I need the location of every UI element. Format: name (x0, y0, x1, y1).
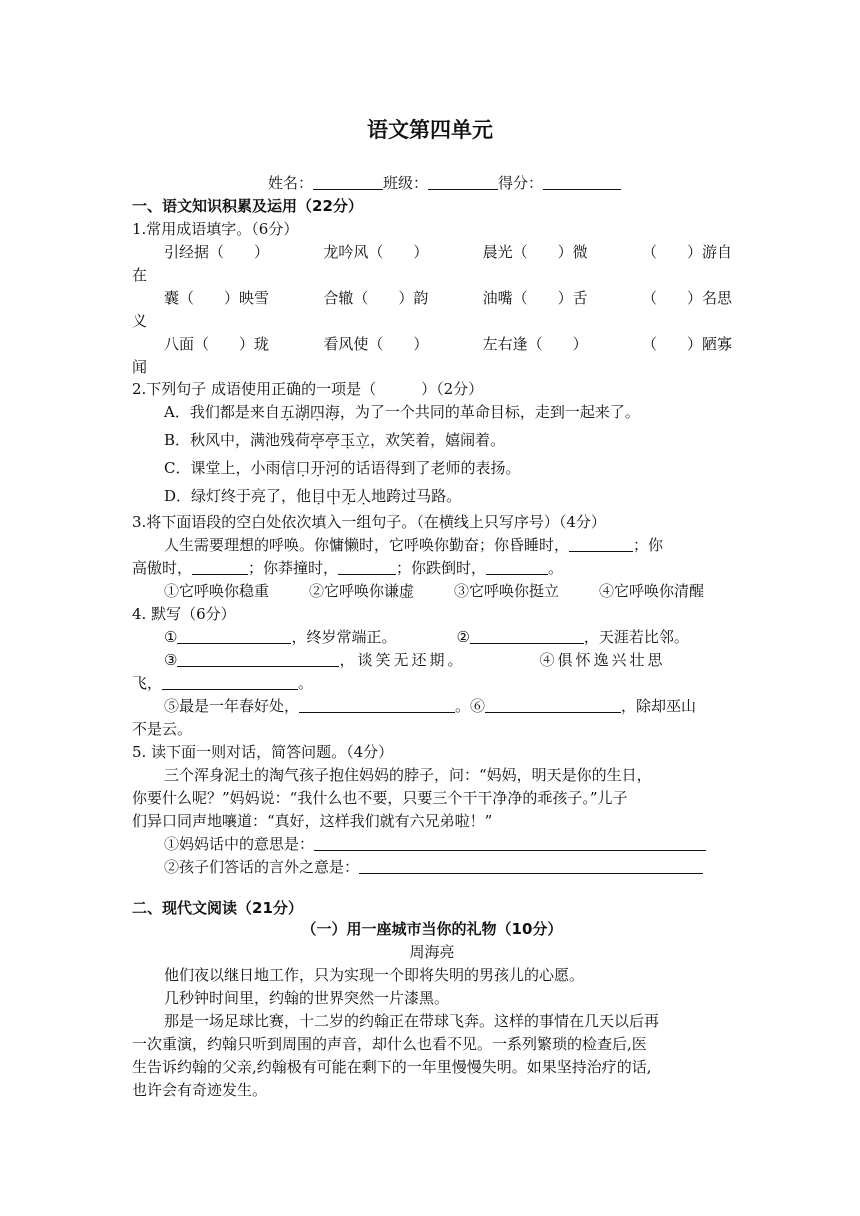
poem-blank[interactable] (299, 697, 455, 713)
dotted-idiom (280, 403, 340, 421)
reading-author: 周海亮 (409, 943, 455, 961)
emphasis-char: 海 (324, 403, 340, 421)
idiom-blank[interactable]: 合辙（ ）韵 (323, 289, 429, 307)
option-text: 地跨过马路。 (371, 487, 462, 505)
emphasis-char: 无 (341, 487, 357, 505)
q5-answer-1 (164, 833, 732, 856)
class-blank[interactable] (428, 174, 498, 190)
poem-text: ，天涯若比邻。 (583, 628, 689, 646)
passage-text: 。 (548, 559, 564, 577)
reading-paragraph: 生告诉约翰的父亲,约翰极有可能在剩下的一年里慢慢失明。如果坚持治疗的话, (132, 1058, 652, 1076)
score-blank[interactable] (543, 174, 621, 190)
name-label: 姓名： (268, 174, 314, 192)
passage-text: ；你 (633, 536, 664, 554)
emphasis-char: 亭 (325, 431, 341, 449)
item-number: ③ (164, 651, 178, 669)
idiom-blank[interactable]: 囊（ ）映雪 (164, 289, 270, 307)
answer-blank[interactable] (338, 559, 396, 575)
item-number: ① (164, 628, 178, 646)
emphasis-char: 河 (325, 459, 341, 477)
reading-paragraph: 一次重演，约翰只听到周围的声音，却什么也看不见。一系列繁琐的检查后,医 (132, 1035, 647, 1053)
q4-line-5: 不是云。 (132, 720, 193, 738)
reading-title: （一）用一座城市当你的礼物（10分） (301, 920, 563, 938)
poem-blank[interactable] (177, 628, 291, 644)
q1-row-1 (164, 241, 732, 264)
poem-blank[interactable] (177, 651, 339, 667)
emphasis-char: 立 (355, 431, 371, 449)
passage-text: 人生需要理想的呼唤。你慵懒时，它呼唤你勤奋；你昏睡时， (164, 536, 570, 554)
idiom-blank[interactable]: （ ）游自 (641, 243, 732, 261)
answer-prompt: ②孩子们答话的言外之意是： (164, 858, 360, 876)
emphasis-char: 开 (310, 459, 326, 477)
emphasis-char: 目 (311, 487, 327, 505)
poem-text: ，除却巫山 (621, 697, 697, 715)
q3-option: ③它呼唤你挺立 (453, 582, 559, 600)
passage-text: 高傲时， (132, 559, 193, 577)
q5-passage-2: 你要什么呢？”妈妈说：“我什么也不要，只要三个干干净净的乖孩子。”儿子 (132, 789, 628, 807)
q2-option-d[interactable] (164, 485, 732, 508)
idiom-blank[interactable]: 龙吟风（ ） (323, 243, 429, 261)
q4-line-2 (164, 649, 732, 672)
poem-text: ，终岁常端正。 (291, 628, 397, 646)
idiom-blank[interactable]: 油嘴（ ）舌 (482, 289, 588, 307)
emphasis-char: 信 (280, 459, 296, 477)
poem-text: 。⑥ (455, 697, 486, 715)
emphasis-char: 亭 (310, 431, 326, 449)
q3-option: ①它呼唤你稳重 (164, 582, 270, 600)
reading-paragraph: 那是一场足球比赛，十二岁的约翰正在带球飞奔。这样的事情在几天以后再 (164, 1012, 660, 1030)
idiom-blank[interactable]: （ ）名思 (641, 289, 732, 307)
q5-answer-2 (164, 856, 732, 879)
poem-text: ，谈笑无还期。 (339, 651, 466, 669)
item-number: ② (456, 628, 470, 646)
score-label: 得分： (498, 174, 544, 192)
answer-blank[interactable] (486, 559, 548, 575)
emphasis-char: 人 (356, 487, 372, 505)
q2-option-a[interactable] (164, 401, 732, 424)
answer-line[interactable] (359, 858, 703, 874)
poem-text: ⑤最是一年春好处， (164, 697, 300, 715)
answer-line[interactable] (314, 835, 706, 851)
student-info-line (268, 172, 648, 195)
class-label: 班级： (383, 174, 429, 192)
poem-text: 。 (298, 674, 314, 692)
option-text: C．课堂上，小雨 (164, 459, 281, 477)
emphasis-char: 口 (295, 459, 311, 477)
dotted-idiom (310, 431, 370, 449)
q3-option: ②它呼唤你谦虚 (308, 582, 414, 600)
section-1-heading: 一、语文知识积累及运用（22分） (132, 197, 363, 215)
emphasis-char: 湖 (294, 403, 310, 421)
option-text: ，为了一个共同的革命目标，走到一起来了。 (339, 403, 640, 421)
idiom-blank[interactable]: 晨光（ ）微 (482, 243, 588, 261)
q1-row-2-tail: 义 (132, 312, 148, 330)
dotted-idiom (311, 487, 371, 505)
q1-row-3-tail: 闻 (132, 358, 148, 376)
idiom-blank[interactable]: 八面（ ）珑 (164, 335, 270, 353)
emphasis-char: 四 (309, 403, 325, 421)
name-blank[interactable] (313, 174, 383, 190)
section-2-heading: 二、现代文阅读（21分） (132, 899, 303, 917)
q3-options (164, 580, 704, 603)
q4-line-1 (164, 626, 732, 649)
q5-passage-3: 们异口同声地嚷道：“真好，这样我们就有六兄弟啦！” (132, 812, 493, 830)
q5-passage-1: 三个浑身泥土的淘气孩子抱住妈妈的脖子，问：“妈妈，明天是你的生日， (164, 766, 652, 784)
idiom-blank[interactable]: 左右逢（ ） (482, 335, 588, 353)
reading-paragraph: 几秒钟时间里，约翰的世界突然一片漆黑。 (164, 989, 450, 1007)
poem-blank[interactable] (162, 674, 298, 690)
q2-stem[interactable]: 2.下列句子 成语使用正确的一项是（ ）（2分） (132, 380, 484, 398)
dotted-idiom (280, 459, 340, 477)
idiom-blank[interactable]: 引经据（ ） (164, 243, 270, 261)
q5-stem: 5. 读下面一则对话，简答问题。（4分） (132, 743, 394, 761)
passage-text: ；你跌倒时， (396, 559, 487, 577)
q3-line-1 (164, 534, 732, 557)
q1-row-1-tail: 在 (132, 266, 148, 284)
q2-option-b[interactable] (164, 429, 732, 452)
poem-blank[interactable] (485, 697, 621, 713)
page-title: 语文第四单元 (367, 118, 493, 142)
q4-stem: 4. 默写（6分） (132, 605, 236, 623)
q1-row-3 (164, 333, 732, 356)
q4-line-4 (164, 695, 732, 718)
option-text: B．秋风中，满池残荷 (164, 431, 311, 449)
passage-text: ；你莽撞时， (248, 559, 339, 577)
option-text: ，欢笑着，嬉闹着。 (370, 431, 506, 449)
option-text: 的话语得到了老师的表扬。 (340, 459, 521, 477)
q3-stem: 3.将下面语段的空白处依次填入一组句子。（在横线上只写序号）（4分） (132, 513, 606, 531)
answer-blank[interactable] (192, 559, 248, 575)
q3-line-2 (132, 557, 732, 580)
q1-row-2 (164, 287, 732, 310)
poem-blank[interactable] (470, 628, 584, 644)
answer-blank[interactable] (569, 536, 633, 552)
q1-stem: 1.常用成语填字。（6分） (132, 220, 299, 238)
emphasis-char: 中 (326, 487, 342, 505)
answer-prompt: ①妈妈话中的意思是： (164, 835, 315, 853)
idiom-blank[interactable]: 看风使（ ） (323, 335, 429, 353)
q4-line-3 (132, 672, 732, 695)
poem-text: 飞， (132, 674, 163, 692)
q3-option: ④它呼唤你清醒 (598, 582, 704, 600)
poem-text: ④俱怀逸兴壮思 (539, 651, 666, 669)
reading-paragraph: 也许会有奇迹发生。 (132, 1081, 268, 1099)
option-text: D．绿灯终于亮了，他 (164, 487, 312, 505)
q2-option-c[interactable] (164, 457, 732, 480)
emphasis-char: 五 (279, 403, 295, 421)
reading-paragraph: 他们夜以继日地工作，只为实现一个即将失明的男孩儿的心愿。 (164, 966, 585, 984)
emphasis-char: 玉 (340, 431, 356, 449)
option-text: A．我们都是来自 (164, 403, 280, 421)
idiom-blank[interactable]: （ ）陋寡 (641, 335, 732, 353)
